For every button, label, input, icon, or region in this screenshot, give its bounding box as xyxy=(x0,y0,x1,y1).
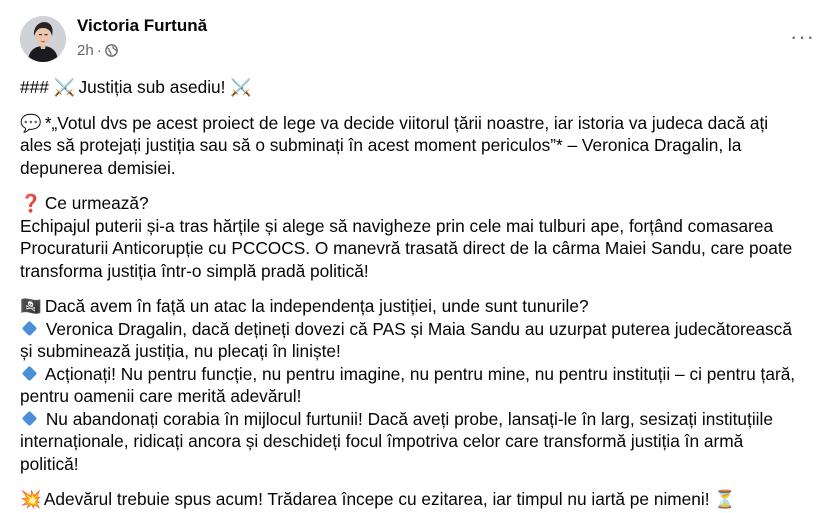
blue-diamond-icon xyxy=(22,366,38,382)
post-meta xyxy=(77,42,118,59)
pirate-flag-icon: 🏴‍☠️ xyxy=(20,296,42,316)
collision-icon: 💥 xyxy=(20,489,42,509)
attack-paragraph xyxy=(20,295,817,475)
bullet-line xyxy=(20,363,817,386)
hourglass-icon: ⏳ xyxy=(714,489,736,509)
bullet-line xyxy=(20,408,817,431)
speech-bubble-icon: 💬 xyxy=(20,112,42,133)
bullet-text: Acționați! Nu pentru funcție, nu pentru imagine, nu pentru mine, nu pentru instituții – ci pentru țară, xyxy=(44,363,796,384)
blue-diamond-icon xyxy=(22,321,38,337)
next-line: transforma justiția într-o simplă pradă politică! xyxy=(20,260,369,281)
quote-line: depunerea demisiei. xyxy=(20,157,176,178)
attack-title xyxy=(20,295,817,318)
swords-icon: ⚔️ xyxy=(53,77,76,97)
next-paragraph xyxy=(20,192,817,282)
post-heading xyxy=(20,76,817,99)
avatar-image xyxy=(20,16,66,62)
next-title-text: Ce urmează? xyxy=(44,193,149,213)
bullet-line: pentru oamenii care merită adevărul! xyxy=(20,386,302,406)
bullet-text: Veronica Dragalin, dacă dețineți dovezi că PAS și Maia Sandu au uzurpat puterea judecătorească xyxy=(45,318,792,339)
closing-text: Adevărul trebuie spus acum! Trădarea începe cu ezitarea, iar timpul nu iartă pe nimeni! xyxy=(43,489,710,509)
quote-paragraph xyxy=(20,112,817,180)
quote-line-text: *„Votul dvs pe acest proiect de lege va decide viitorul țării noastre, iar istoria va judeca dacă ați xyxy=(44,112,769,133)
globe-icon[interactable] xyxy=(105,44,118,57)
question-mark-icon: ❓ xyxy=(20,193,42,213)
more-options-icon[interactable]: ··· xyxy=(790,24,815,49)
post-body xyxy=(20,76,817,513)
heading-text: Justiția sub asediu! xyxy=(78,77,226,97)
meta-separator: · xyxy=(96,42,102,59)
heading-hashes: ### xyxy=(20,77,49,97)
next-line: Procuraturii Anticorupție cu PCCOCS. O manevră trasată direct de la cârma Maiei Sandu, care poate xyxy=(20,238,793,258)
quote-line xyxy=(20,112,817,135)
attack-title-text: Dacă avem în față un atac la independența justiției, unde sunt tunurile? xyxy=(44,296,589,316)
next-title xyxy=(20,192,817,215)
bullet-line: politică! xyxy=(20,453,79,474)
author-name[interactable]: Victoria Furtună xyxy=(77,16,208,35)
avatar[interactable] xyxy=(20,16,66,62)
post-time[interactable]: 2h xyxy=(77,42,94,59)
quote-line: ales să protejați justiția sau să o subminați în acest moment periculos”* – Veronica Dragalin, la xyxy=(20,135,742,155)
swords-icon: ⚔️ xyxy=(230,77,252,97)
next-line: Echipajul puterii și-a tras hărțile și alege să navigheze prin cele mai tulburi ape, forțând comasarea xyxy=(20,215,774,236)
bullet-line: și subminează justiția, nu plecați în liniște! xyxy=(20,341,341,361)
closing-paragraph xyxy=(20,488,817,511)
bullet-line xyxy=(20,318,817,341)
bullet-text: Nu abandonați corabia în mijlocul furtunii! Dacă aveți probe, lansați-le în larg, sesizați instituțiile xyxy=(45,408,773,429)
bullet-line: internaționale, ridicați ancora și deschideți focul împotriva celor care transformă justiția în armă xyxy=(20,431,744,451)
blue-diamond-icon xyxy=(22,411,38,427)
